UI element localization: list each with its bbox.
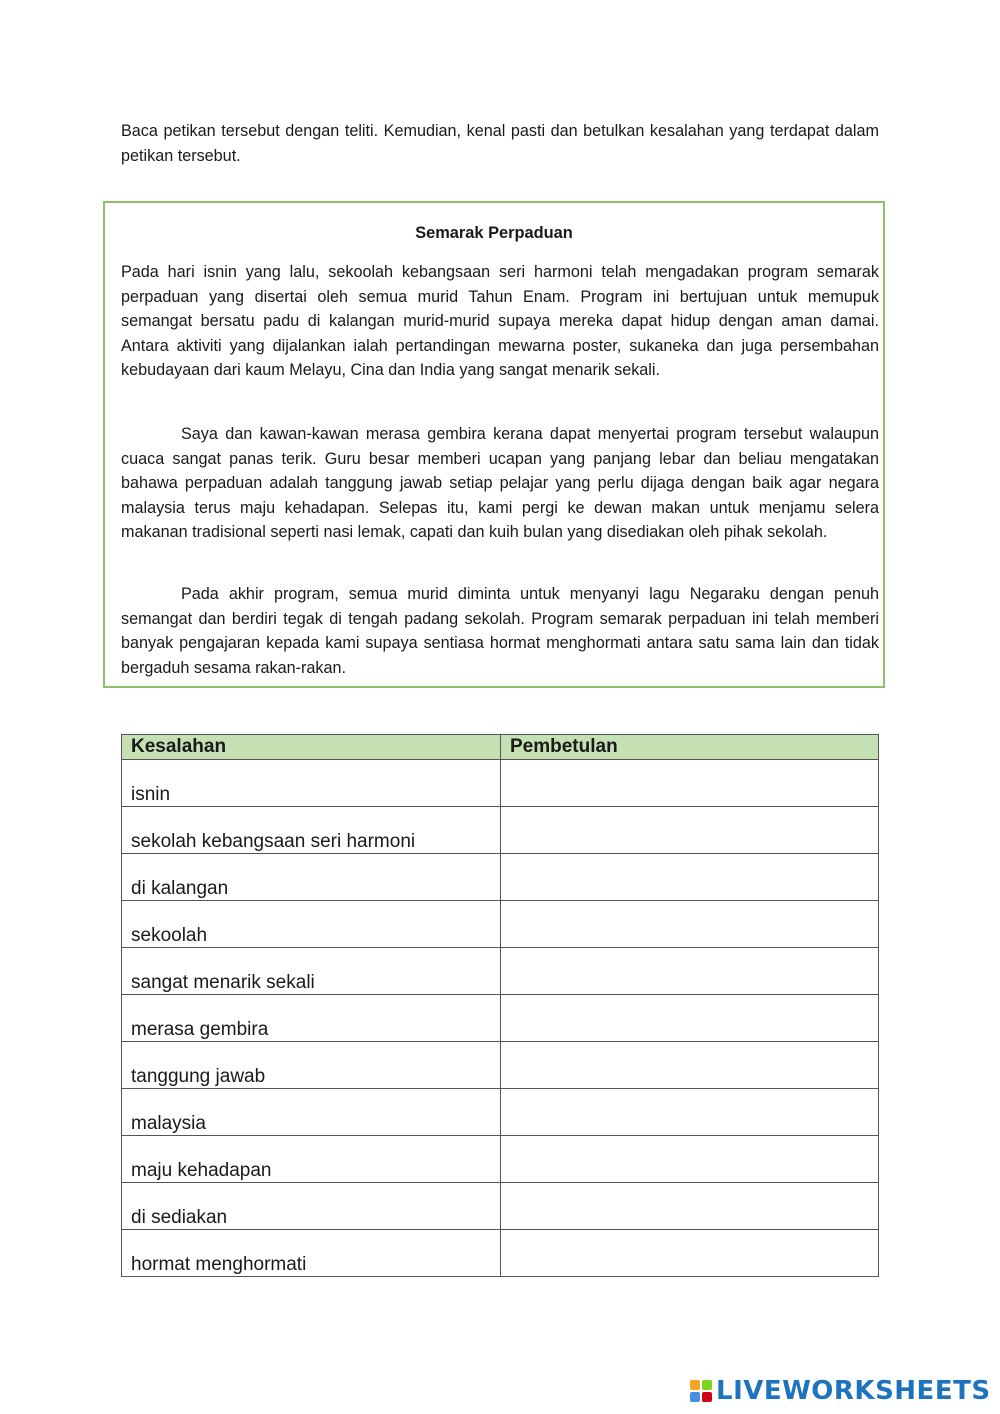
logo-text: LIVEWORKSHEETS	[716, 1376, 991, 1406]
correction-input-cell[interactable]	[501, 760, 879, 807]
error-cell: di sediakan	[122, 1183, 501, 1230]
correction-input-cell[interactable]	[501, 854, 879, 901]
table-row	[122, 760, 879, 807]
correction-input-cell[interactable]	[501, 901, 879, 948]
table-row	[122, 1136, 879, 1183]
liveworksheets-logo-icon	[690, 1380, 712, 1402]
table-header-row	[122, 735, 879, 760]
correction-input-cell[interactable]	[501, 807, 879, 854]
error-cell: sekolah kebangsaan seri harmoni	[122, 807, 501, 854]
error-cell: maju kehadapan	[122, 1136, 501, 1183]
passage-paragraph-2: Saya dan kawan-kawan merasa gembira kerana dapat menyertai program tersebut walaupun cuaca sangat panas terik. Guru besar memberi ucapan yang panjang lebar dan beliau mengatakan bahawa perpaduan adalah tanggung jawab setiap pelajar yang perlu dijaga dengan baik agar negara malaysia terus maju kehadapan. Selepas itu, kami pergi ke dewan makan untuk menjamu selera makanan tradisional seperti nasi lemak, capati dan kuih bulan yang disediakan oleh pihak sekolah.	[121, 425, 879, 542]
instructions-text: Baca petikan tersebut dengan teliti. Kemudian, kenal pasti dan betulkan kesalahan yang terdapat dalam petikan tersebut.	[121, 122, 879, 165]
error-cell: sekoolah	[122, 901, 501, 948]
error-cell: di kalangan	[122, 854, 501, 901]
correction-input-cell[interactable]	[501, 1136, 879, 1183]
error-cell: merasa gembira	[122, 995, 501, 1042]
header-kesalahan: Kesalahan	[122, 735, 501, 760]
error-cell: sangat menarik sekali	[122, 948, 501, 995]
error-cell: tanggung jawab	[122, 1042, 501, 1089]
table-row	[122, 1183, 879, 1230]
table-row	[122, 854, 879, 901]
table-row	[122, 807, 879, 854]
header-pembetulan: Pembetulan	[501, 735, 879, 760]
correction-input-cell[interactable]	[501, 995, 879, 1042]
correction-input-cell[interactable]	[501, 1183, 879, 1230]
passage-paragraph-1: Pada hari isnin yang lalu, sekoolah kebangsaan seri harmoni telah mengadakan program semarak perpaduan yang disertai oleh semua murid Tahun Enam. Program ini bertujuan untuk memupuk semangat bersatu padu di kalangan murid-murid supaya mereka dapat hidup dengan aman damai. Antara aktiviti yang dijalankan ialah pertandingan mewarna poster, sukaneka dan juga persembahan kebudayaan dari kaum Melayu, Cina dan India yang sangat menarik sekali.	[121, 263, 879, 380]
error-cell: isnin	[122, 760, 501, 807]
passage-title: Semarak Perpaduan	[415, 224, 573, 242]
passage-box	[103, 201, 885, 688]
error-cell: hormat menghormati	[122, 1230, 501, 1277]
answer-table	[121, 734, 879, 1277]
table-row	[122, 948, 879, 995]
table-row	[122, 1042, 879, 1089]
correction-input-cell[interactable]	[501, 1089, 879, 1136]
liveworksheets-logo	[690, 1374, 991, 1408]
error-cell: malaysia	[122, 1089, 501, 1136]
correction-input-cell[interactable]	[501, 1042, 879, 1089]
table-row	[122, 901, 879, 948]
correction-input-cell[interactable]	[501, 948, 879, 995]
table-row	[122, 995, 879, 1042]
passage-paragraph-3: Pada akhir program, semua murid diminta untuk menyanyi lagu Negaraku dengan penuh semangat dan berdiri tegak di tengah padang sekolah. Program semarak perpaduan ini telah memberi banyak pengajaran kepada kami supaya sentiasa hormat menghormati antara satu sama lain dan tidak bergaduh sesama rakan-rakan.	[121, 585, 879, 677]
table-row	[122, 1230, 879, 1277]
correction-input-cell[interactable]	[501, 1230, 879, 1277]
table-row	[122, 1089, 879, 1136]
